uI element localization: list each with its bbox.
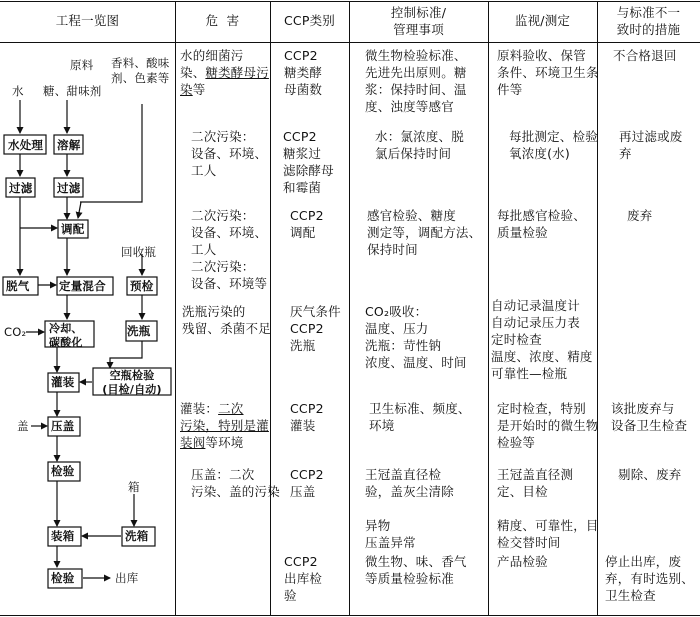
row5-action: 该批废弃与 设备卫生检查 [611,401,688,433]
row1-control: 微生物检验标准、 先进先出原则。糖 浆：保持时间、温 度、浊度等感官 [365,48,467,114]
row6-ccp: CCP2 压盖 [290,467,324,499]
flow-inspect-2: 检验 [51,571,75,585]
row3-control: 感官检验、糖度 测定等，调配方法、 保持时间 [367,208,482,257]
row7-control: 微生物、味、香气 等质量检验标准 [365,554,467,586]
flow-inspect-1: 检验 [51,464,75,478]
row3-monitor: 每批感官检验、 质量检验 [497,208,586,240]
column-divider [175,1,176,616]
flow-crate-wash: 洗箱 [125,529,149,543]
header-control: 控制标准/ 管理事项 [390,5,447,37]
row1-ccp: CCP2 糖类酵 母菌数 [284,48,323,97]
row6-action: 剔除、废弃 [618,467,682,482]
flow-co2: CO₂ [4,325,27,339]
row7-action: 停止出库，废 弃，有时选别、 卫生检查 [605,554,694,603]
table-top-rule [0,1,700,2]
flow-recycled-bottles: 回收瓶 [121,245,157,259]
row1-monitor: 原料验收、保管 条件、环境卫生条 件等 [497,48,599,97]
header-ccp: CCP类别 [284,13,335,28]
flow-out: 出库 [115,571,139,585]
row2-monitor: 每批测定、检验 氧浓度(水) [509,129,598,161]
flow-quant-mix: 定量混合 [59,279,106,293]
flow-cap: 盖 [17,419,29,433]
row1-action: 不合格退回 [613,48,677,63]
row2-control: 水：氯浓度、脱 氯后保持时间 [375,129,464,161]
row5-hazard: 灌装：二次 污染，特别是灌 装阀等环境 [180,401,269,450]
flow-water: 水 [12,84,24,98]
row5-control: 卫生标准、频度、 环境 [369,401,471,433]
flow-filter-2: 过滤 [57,181,81,195]
row3-ccp: CCP2 调配 [290,208,324,240]
row4-monitor: 自动记录温度计 自动记录压力表 定时检查 温度、浓度、精度 可靠性—检瓶 [491,298,593,381]
column-divider [349,1,350,616]
flow-dissolve: 溶解 [57,138,81,152]
row4-control: CO₂吸收： 温度、压力 洗瓶：苛性钠 浓度、温度、时间 [365,304,467,370]
flow-filter-1: 过滤 [9,181,33,195]
header-action: 与标准不一 致时的措施 [616,5,681,37]
row3-hazard: 二次污染： 设备、环境、 工人 二次污染： 设备、环境等 [191,208,268,291]
row5-ccp: CCP2 灌装 [290,401,324,433]
row6-control: 王冠盖直径检 验，盖灰尘清除 异物 压盖异常 [365,467,454,550]
row2-ccp: CCP2 糖浆过 滤除酵母 和霉菌 [283,129,334,195]
flow-mixing: 调配 [61,222,85,236]
row6-monitor: 王冠盖直径测 定、目检 精度、可靠性，目 检交替时间 [497,467,599,550]
column-divider [488,1,489,616]
header-hazard: 危 害 [205,13,240,28]
flow-filling: 灌装 [51,375,75,389]
flow-flavors: 香料、酸味 剂、色素等 [111,56,170,85]
row6-hazard: 压盖：二次 污染、盖的污染 [191,467,280,499]
header-monitor: 监视/测定 [514,13,571,28]
flow-empty-check: 空瓶检验 (目检/自动) [102,369,162,396]
row5-monitor: 定时检查，特别 是开始时的微生物 检验等 [497,401,599,450]
row2-action: 再过滤或废 弃 [619,129,683,161]
flow-crating: 装箱 [51,529,75,543]
row2-hazard: 二次污染： 设备、环境、 工人 [191,129,268,178]
flow-cool-carbonate: 冷却、 碳酸化 [49,322,83,349]
flow-degas: 脱气 [6,279,30,293]
header-flow: 工程一览图 [55,13,120,28]
row7-ccp: CCP2 出库检 验 [284,554,323,603]
flow-bottle-wash: 洗瓶 [127,324,151,338]
row4-ccp: 厌气条件 CCP2 洗瓶 [290,304,341,353]
row7-monitor: 产品检验 [497,554,548,569]
row1-hazard: 水的细菌污 染、糖类酵母污 染等 [180,48,269,97]
flow-raw-material: 原料 [70,58,94,72]
flow-precheck: 预检 [130,279,154,293]
flow-capping: 压盖 [51,419,75,433]
flow-crate: 箱 [128,480,140,494]
row3-action: 废弃 [627,208,653,223]
row4-hazard: 洗瓶污染的 残留、杀菌不足 [182,304,271,336]
flow-sugar: 糖、甜味剂 [43,84,102,98]
flow-water-treatment: 水处理 [8,138,44,152]
